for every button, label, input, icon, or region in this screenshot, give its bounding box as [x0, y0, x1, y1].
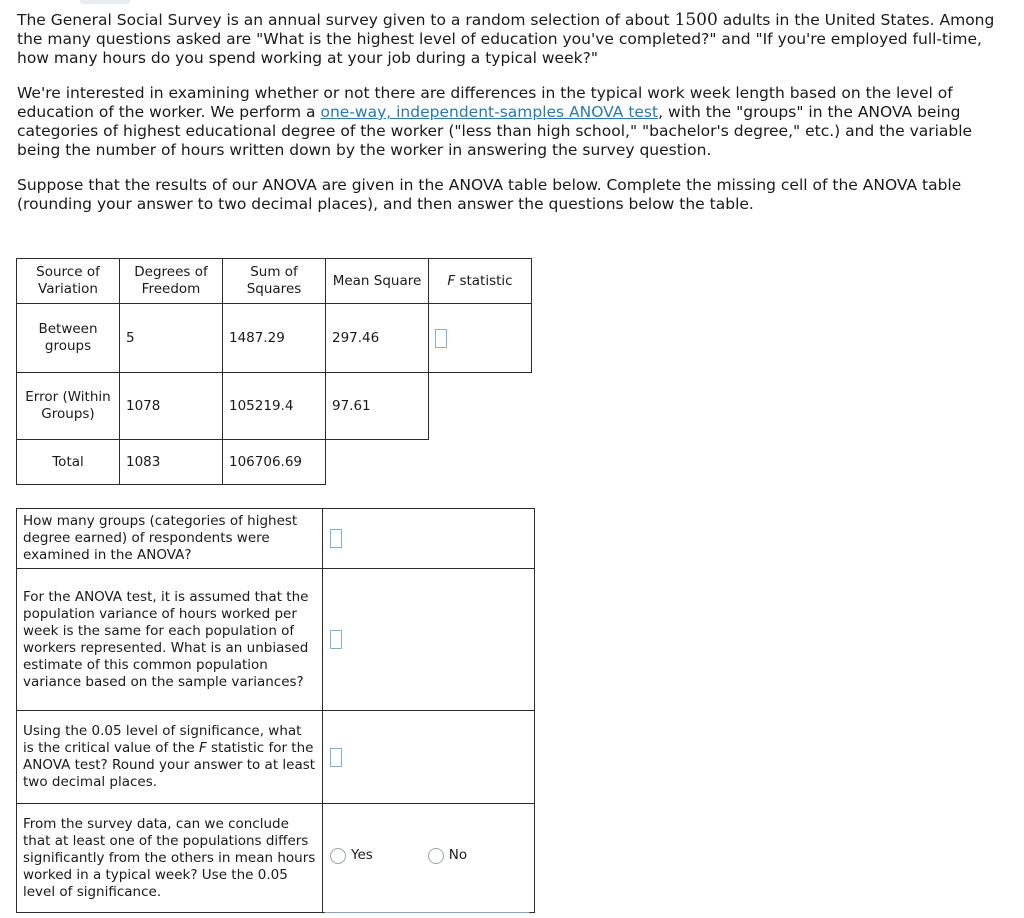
error-df: 1078: [120, 373, 223, 440]
intro-paragraph-2: We're interested in examining whether or not there are differences in the typical work week length based on the level of education of the worker. We perform a one-way, independent-samples ANOVA test, with the "groups" in the ANOVA being categories of highest educational degree of the worker ("less than high school," "bachelor's degree," etc.) and the variable being the number of hours written down by the worker in answering the survey question.: [17, 84, 973, 159]
anova-row-between: [17, 304, 532, 373]
no-option[interactable]: [428, 847, 467, 864]
anova-table: [16, 258, 532, 485]
critical-value-input[interactable]: [330, 748, 342, 767]
no-label: No: [448, 847, 468, 864]
anova-row-error: [17, 373, 532, 440]
total-df: 1083: [120, 440, 223, 485]
header-f: F statistic: [429, 259, 532, 304]
intro-paragraph-1: The General Social Survey is an annual survey given to a random selection of about 1500 adults in the United States. Among the many questions asked are "What is the highest level of education you've completed?" and "If you're employed full-time, how many hours do you spend working at your job during a typical week?": [17, 10, 995, 67]
error-ms: 97.61: [326, 373, 429, 440]
groups-count-input[interactable]: [330, 529, 342, 548]
question-row-1: [17, 509, 535, 569]
anova-test-link[interactable]: one-way, independent-samples ANOVA test: [320, 103, 659, 121]
error-f-empty: [429, 373, 532, 440]
header-source: Source of Variation: [17, 259, 120, 304]
question-variance-estimate: For the ANOVA test, it is assumed that the population variance of hours worked per week is the same for each population of workers represented. What is an unbiased estimate of this common population variance based on the sample variances?: [17, 569, 323, 711]
variance-estimate-input[interactable]: [330, 630, 342, 649]
answer-cell-1: [323, 509, 535, 569]
problem-intro: [17, 11, 1012, 230]
question-row-2: [17, 569, 535, 711]
questions-table: [16, 508, 535, 913]
question-groups-count: How many groups (categories of highest degree earned) of respondents were examined in the ANOVA?: [17, 509, 323, 569]
question-row-4: [17, 804, 535, 913]
total-ss: 106706.69: [223, 440, 326, 485]
answer-cell-3: [323, 711, 535, 804]
top-tab-indicator: [80, 0, 130, 4]
header-df: Degrees of Freedom: [120, 259, 223, 304]
question-conclusion: From the survey data, can we conclude that at least one of the populations differs significantly from the others in mean hours worked in a typical week? Use the 0.05 level of significance.: [17, 804, 323, 913]
error-ss: 105219.4: [223, 373, 326, 440]
total-f-empty: [429, 440, 532, 485]
between-ms: 297.46: [326, 304, 429, 373]
sample-size: 1500: [674, 10, 718, 30]
answer-cell-2: [323, 569, 535, 711]
yes-option[interactable]: [330, 847, 373, 864]
next-row-edge: [323, 912, 531, 918]
error-label: Error (Within Groups): [17, 373, 120, 440]
between-ss: 1487.29: [223, 304, 326, 373]
header-ms: Mean Square: [326, 259, 429, 304]
between-f-cell: [429, 304, 532, 373]
yes-radio[interactable]: [330, 848, 346, 864]
anova-row-total: [17, 440, 532, 485]
between-df: 5: [120, 304, 223, 373]
no-radio[interactable]: [428, 848, 444, 864]
yes-label: Yes: [351, 847, 373, 864]
question-critical-value: Using the 0.05 level of significance, what is the critical value of the F statistic for the ANOVA test? Round your answer to at least two decimal places.: [17, 711, 323, 804]
total-ms-empty: [326, 440, 429, 485]
header-ss: Sum of Squares: [223, 259, 326, 304]
question-row-3: [17, 711, 535, 804]
total-label: Total: [17, 440, 120, 485]
f-statistic-input[interactable]: [435, 329, 447, 348]
intro-paragraph-3: Suppose that the results of our ANOVA are given in the ANOVA table below. Complete the missing cell of the ANOVA table (rounding your answer to two decimal places), and then answer the questions below the table.: [17, 176, 962, 213]
between-label: Between groups: [17, 304, 120, 373]
anova-header-row: [17, 259, 532, 304]
answer-cell-4: [323, 804, 535, 913]
